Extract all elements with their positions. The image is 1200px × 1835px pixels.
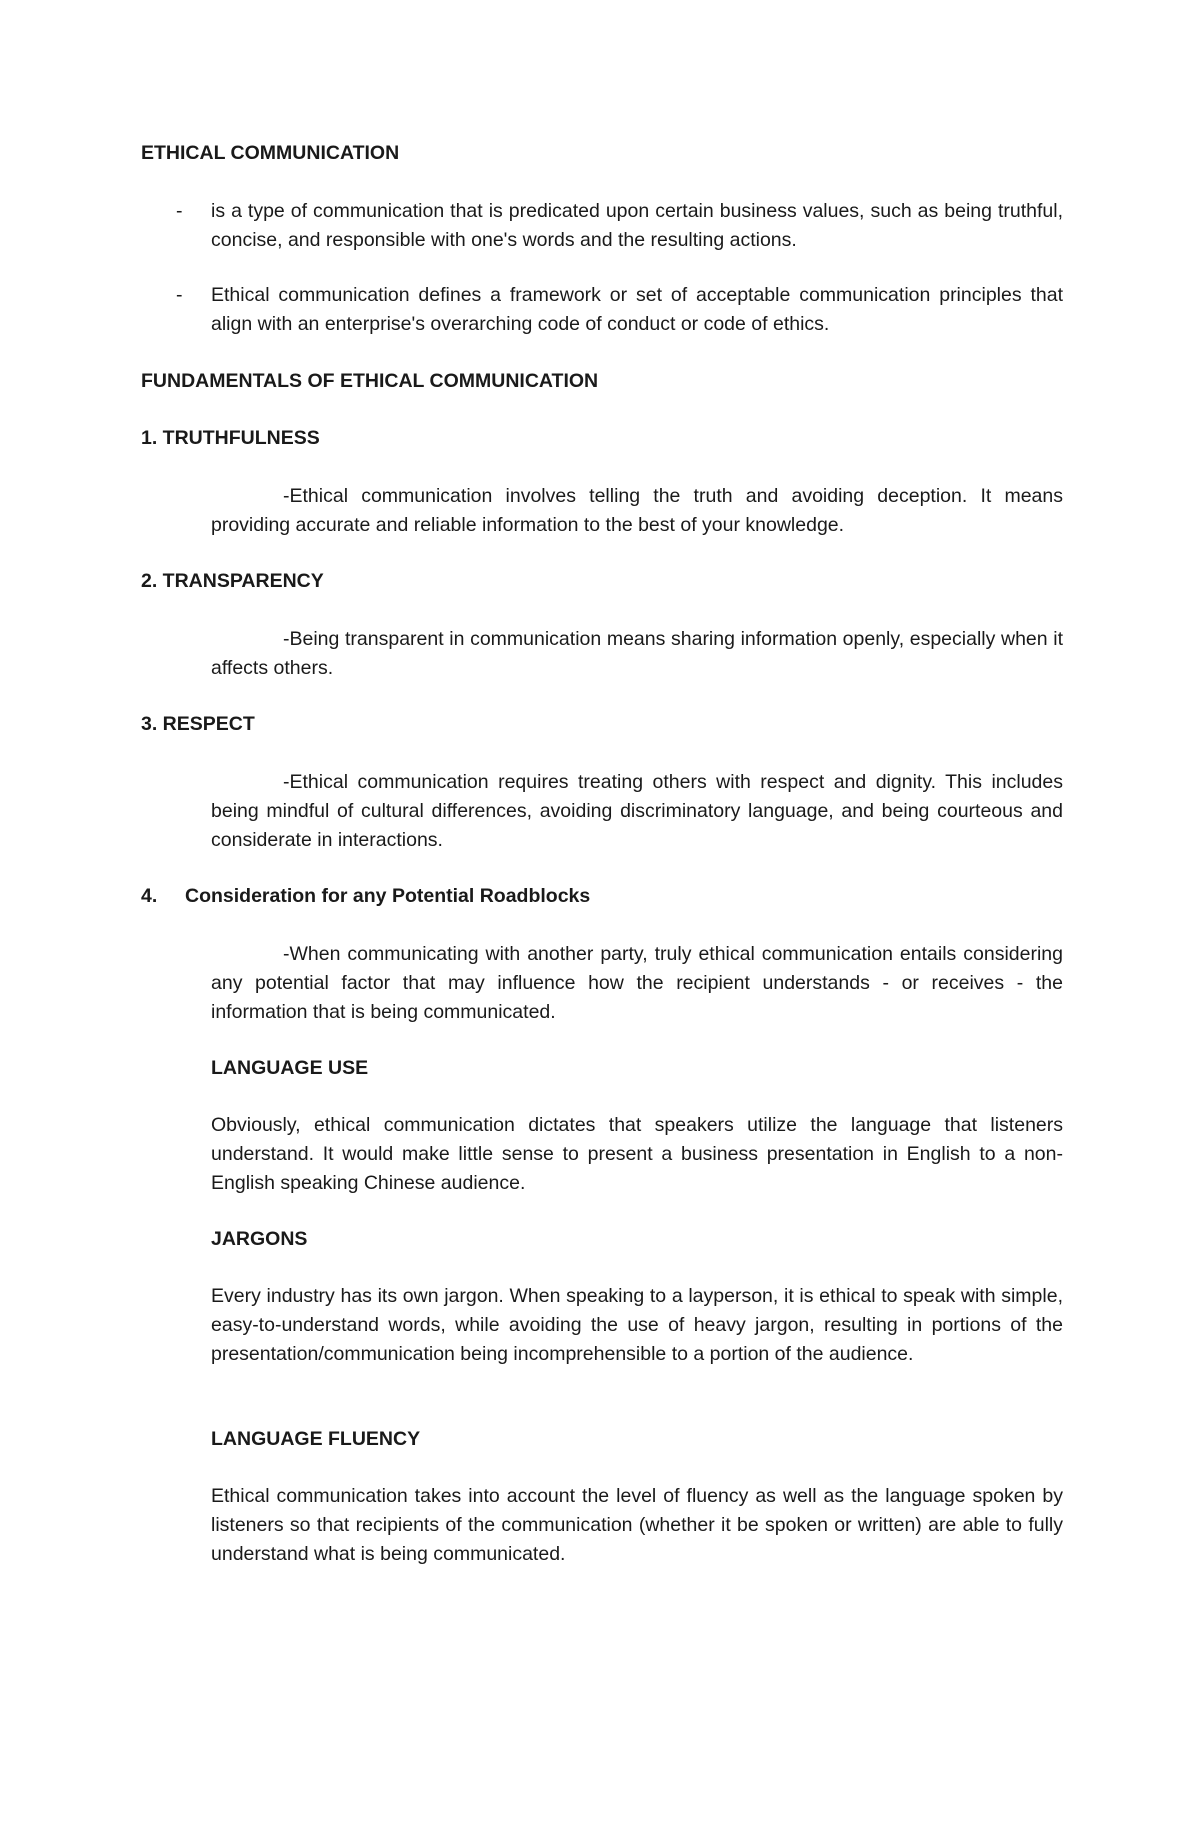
roadblock-body-language-use: Obviously, ethical communication dictates that speakers utilize the language that listeners understand. It would make little sense to present a business presentation in English to a non-English speaking Chinese audience. xyxy=(211,1114,1063,1194)
definition-item xyxy=(141,281,1063,339)
fundamental-heading-roadblocks xyxy=(141,882,590,911)
definition-text: is a type of communication that is predicated upon certain business values, such as being truthful, concise, and responsible with one's words and the resulting actions. xyxy=(211,200,1063,251)
definition-item xyxy=(141,197,1063,255)
fundamental-heading-text: Consideration for any Potential Roadblocks xyxy=(185,885,591,907)
roadblock-heading-language-fluency: LANGUAGE FLUENCY xyxy=(211,1428,421,1450)
fundamental-body-respect: -Ethical communication requires treating others with respect and dignity. This includes being mindful of cultural differences, avoiding discriminatory language, and being courteous and considerate in interactions. xyxy=(211,771,1063,851)
roadblock-heading-jargons: JARGONS xyxy=(211,1228,308,1250)
fundamental-heading-respect: 3. RESPECT xyxy=(141,713,255,735)
roadblock-heading-language-use: LANGUAGE USE xyxy=(211,1057,369,1079)
fundamental-heading-transparency: 2. TRANSPARENCY xyxy=(141,570,324,592)
fundamental-body-roadblocks: -When communicating with another party, truly ethical communication entails considering any potential factor that may influence how the recipient understands - or receives - the information that is being communicated. xyxy=(211,943,1063,1023)
fundamental-heading-truthfulness: 1. TRUTHFULNESS xyxy=(141,427,320,449)
document-title: ETHICAL COMMUNICATION xyxy=(141,142,400,164)
bullet-dash: - xyxy=(176,284,183,306)
definition-text: Ethical communication defines a framework or set of acceptable communication principles that align with an enterprise's overarching code of conduct or code of ethics. xyxy=(211,284,1063,335)
fundamental-number: 4. xyxy=(141,885,158,907)
bullet-dash: - xyxy=(176,200,183,222)
roadblock-body-jargons: Every industry has its own jargon. When speaking to a layperson, it is ethical to speak with simple, easy-to-understand words, while avoiding the use of heavy jargon, resulting in portions of the presentation/communication being incomprehensible to a portion of the audience. xyxy=(211,1285,1063,1365)
fundamental-body-transparency: -Being transparent in communication means sharing information openly, especially when it affects others. xyxy=(211,628,1063,679)
fundamentals-heading: FUNDAMENTALS OF ETHICAL COMMUNICATION xyxy=(141,370,599,392)
roadblock-body-language-fluency: Ethical communication takes into account the level of fluency as well as the language spoken by listeners so that recipients of the communication (whether it be spoken or written) are able to fully understand what is being communicated. xyxy=(211,1485,1063,1565)
fundamental-body-truthfulness: -Ethical communication involves telling the truth and avoiding deception. It means providing accurate and reliable information to the best of your knowledge. xyxy=(211,485,1063,536)
